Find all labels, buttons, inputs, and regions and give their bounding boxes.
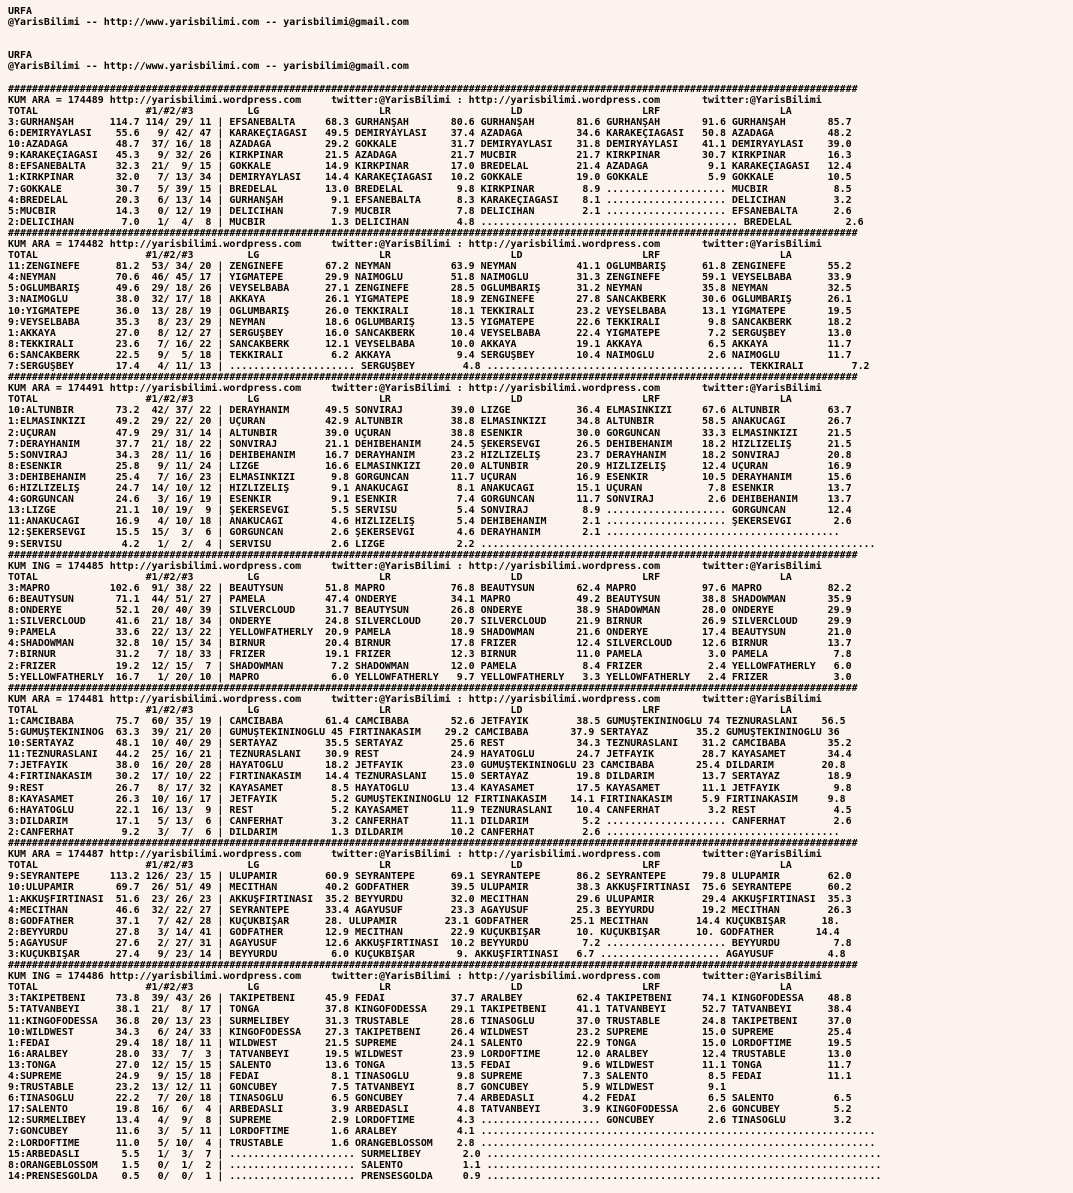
text-line: 6:HAYATOGLU 22.1 16/ 13/ 9 | REST 5.2 KAYASAMET 11.9 TEZNURASLANI 10.4 CANFERHAT 3.2 REST 4.5 (8, 804, 852, 816)
text-line: 4:MECITHAN 46.6 32/ 22/ 27 | SEYRANTEPE 33.4 AGAYUSUF 23.3 AGAYUSUF 25.3 BEYYURDU 19.2 MECITHAN 26.3 (8, 904, 852, 916)
text-line: 3:DILDARIM 17.1 5/ 13/ 6 | CANFERHAT 3.2 CANFERHAT 11.1 DILDARIM 5.2 .................... CANFERHAT 2.6 (8, 815, 852, 827)
text-line: 11:ANAKUCAGI 16.9 4/ 10/ 18 | ANAKUCAGI 4.6 HIZLIZELIŞ 5.4 DEHIBEHANIM 2.1 .................... ŞEKERSEVGI 2.6 (8, 516, 852, 528)
text-line: 7:DERAYHANIM 37.7 21/ 18/ 22 | SONVIRAJ 21.1 DEHIBEHANIM 24.5 ŞEKERSEVGI 26.5 DEHIBEHANIM 18.2 HIZLIZELIŞ 21.5 (8, 438, 852, 450)
text-line: 8:GODFATHER 37.1 7/ 42/ 28 | KUÇUKBIŞAR 28. ULUPAMIR 23.1 GODFATHER 25.1 MECITHAN 14.4 KUÇUKBIŞAR 18. (8, 915, 840, 927)
text-line: 5:GUMUŞTEKININOG 63.3 39/ 21/ 20 | GUMUŞTEKININOGLU 45 FIRTINAKASIM 29.2 CAMCIBABA 37.9 SERTAYAZ 35.2 GUMUŞTEKININOGLU 36 (8, 727, 840, 739)
text-line: @YarisBilimi -- http://www.yarisbilimi.com -- yarisbilimi@gmail.com (8, 61, 409, 73)
text-line: 2:CANFERHAT 9.2 3/ 7/ 6 | DILDARIM 1.3 DILDARIM 10.2 CANFERHAT 2.6 ....................................... (8, 826, 840, 838)
text-line: 12:ŞEKERSEVGI 15.5 15/ 3/ 6 | GORGUNCAN 2.6 ŞEKERSEVGI 4.6 DERAYHANIM 2.1 ....................................... (8, 527, 840, 539)
text-line: 2:UÇURAN 47.9 29/ 31/ 14 | ALTUNBIR 39.0 UÇURAN 38.8 ESENKIR 30.0 GORGUNCAN 33.3 ELMASINKIZI 21.5 (8, 427, 852, 439)
text-line: 6:HIZLIZELIŞ 24.7 14/ 10/ 12 | HIZLIZELIŞ 9.1 ANAKUCAGI 8.1 ANAKUCAGI 15.1 UÇURAN 7.8 ESENKIR 13.7 (8, 483, 852, 495)
text-line: 17:SALENTO 19.8 16/ 6/ 4 | ARBEDASLI 3.9 ARBEDASLI 4.8 TATVANBEYI 3.9 KINGOFODESSA 2.6 GONCUBEY 5.2 (8, 1104, 852, 1116)
text-line: 4:NEYMAN 70.6 46/ 45/ 17 | YIGMATEPE 29.9 NAIMOGLU 51.8 NAIMOGLU 31.3 ZENGINEFE 59.1 VEYSELBABA 33.9 (8, 272, 852, 284)
text-line: 7:SERGUŞBEY 17.4 4/ 11/ 13 | ..................... SERGUŞBEY 4.8 ........................................... TEKKIRALI 7.2 (8, 361, 870, 372)
text-line: 3:TAKIPETBENI 73.8 39/ 43/ 26 | TAKIPETBENI 45.9 FEDAI 37.7 ARALBEY 62.4 TAKIPETBENI 74.1 KINGOFODESSA 48.8 (8, 993, 852, 1005)
text-line: 10:ALTUNBIR 73.2 42/ 37/ 22 | DERAYHANIM 49.5 SONVIRAJ 39.0 LIZGE 36.4 ELMASINKIZI 67.6 ALTUNBIR 63.7 (8, 405, 852, 417)
text-line: KUM ARA = 174481 http://yarisbilimi.wordpress.com twitter:@YarisBilimi : http://yarisbilimi.wordpress.com twitter:@YarisBilimi (8, 693, 822, 705)
text-line: 8:KAYASAMET 26.3 10/ 16/ 17 | JETFAYIK 5.2 GUMUŞTEKININOGLU 12 FIRTINAKASIM 14.1 FIRTINAKASIM 5.9 FIRTINAKASIM 9.8 (8, 793, 846, 805)
text-line: 9:KARAKEÇIAGASI 45.3 9/ 32/ 26 | KIRKPINAR 21.5 AZADAGA 21.7 MUCBIR 21.7 KIRKPINAR 30.7 KIRKPINAR 16.3 (8, 150, 852, 162)
text-line: 1:AKKUŞFIRTINASI 51.6 23/ 26/ 23 | AKKUŞFIRTINASI 35.2 BEYYURDU 32.0 MECITHAN 29.6 ULUPAMIR 29.4 AKKUŞFIRTINASI 35.3 (8, 893, 852, 905)
text-line: 8:EFSANEBALTA 32.3 21/ 9/ 15 | GOKKALE 14.9 KIRKPINAR 17.0 BREDELAL 21.4 AZADAGA 9.1 KARAKEÇIAGASI 12.4 (8, 161, 852, 173)
text-line: 15:ARBEDASLI 5.5 1/ 3/ 7 | ..................... SURMELIBEY 2.0 .................................................................. (8, 1148, 882, 1160)
text-line: ############################################################################################################################################## (8, 372, 858, 384)
text-line: KUM ING = 174485 http://yarisbilimi.wordpress.com twitter:@YarisBilimi : http://yarisbilimi.wordpress.com twitter:@YarisBilimi (8, 560, 822, 572)
text-line: 10:YIGMATEPE 36.0 13/ 28/ 19 | OGLUMBARIŞ 26.0 TEKKIRALI 18.1 TEKKIRALI 23.2 VEYSELBABA 13.1 YIGMATEPE 19.5 (8, 305, 852, 317)
text-line: @YarisBilimi -- http://www.yarisbilimi.com -- yarisbilimi@gmail.com (8, 17, 409, 29)
text-line: ############################################################################################################################################## (8, 682, 858, 694)
text-line: TOTAL #1/#2/#3 LG LR LD LRF LA (8, 860, 792, 872)
text-line: 2:FRIZER 19.2 12/ 15/ 7 | SHADOWMAN 7.2 SHADOWMAN 12.0 PAMELA 8.4 FRIZER 2.4 YELLOWFATHERLY 6.0 (8, 660, 852, 672)
text-line: 5:TATVANBEYI 38.1 21/ 8/ 17 | TONGA 37.8 KINGOFODESSA 29.1 TAKIPETBENI 41.1 TATVANBEYI 52.7 TATVANBEYI 38.4 (8, 1004, 852, 1016)
text-line: 4:SUPREME 24.9 9/ 15/ 18 | FEDAI 8.1 TINASOGLU 9.8 SUPREME 7.3 SALENTO 8.5 FEDAI 11.1 (8, 1071, 852, 1082)
text-line: 6:BEAUTYSUN 71.1 44/ 51/ 27 | PAMELA 47.4 ONDERYE 34.1 MAPRO 49.2 BEAUTYSUN 38.8 SHADOWMAN 35.9 (8, 593, 852, 605)
text-line: 10:SERTAYAZ 48.1 10/ 40/ 29 | SERTAYAZ 35.5 SERTAYAZ 25.6 REST 34.3 TEZNURASLANI 31.2 CAMCIBABA 35.2 (8, 738, 852, 750)
text-line: 1:AKKAYA 27.0 8/ 12/ 27 | SERGUŞBEY 16.0 SANCAKBERK 10.4 VEYSELBABA 22.4 YIGMATEPE 7.2 SERGUŞBEY 13.0 (8, 327, 852, 339)
text-line: 4:GORGUNCAN 24.6 3/ 16/ 19 | ESENKIR 9.1 ESENKIR 7.4 GORGUNCAN 11.7 SONVIRAJ 2.6 DEHIBEHANIM 13.7 (8, 494, 852, 506)
text-line: 5:YELLOWFATHERLY 16.7 1/ 20/ 10 | MAPRO 6.0 YELLOWFATHERLY 9.7 YELLOWFATHERLY 3.3 YELLOWFATHERLY 2.4 FRIZER 3.0 (8, 671, 852, 683)
text-line: 7:BIRNUR 31.2 7/ 18/ 33 | FRIZER 19.1 FRIZER 12.3 BIRNUR 11.0 PAMELA 3.0 PAMELA 7.8 (8, 649, 852, 661)
text-line: 1:CAMCIBABA 75.7 60/ 35/ 19 | CAMCIBABA 61.4 CAMCIBABA 52.6 JETFAYIK 38.5 GUMUŞTEKININOGLU 74 TEZNURASLANI 56.5 (8, 716, 846, 727)
text-line: TOTAL #1/#2/#3 LG LR LD LRF LA (8, 571, 792, 583)
text-line: 3:NAIMOGLU 38.0 32/ 17/ 18 | AKKAYA 26.1 YIGMATEPE 18.9 ZENGINEFE 27.8 SANCAKBERK 30.6 OGLUMBARIŞ 26.1 (8, 294, 852, 306)
text-line: 3:DEHIBEHANIM 25.4 7/ 16/ 23 | ELMASINKIZI 9.8 GORGUNCAN 11.7 UÇURAN 16.9 ESENKIR 10.5 DERAYHANIM 15.6 (8, 471, 852, 483)
text-line: 3:MAPRO 102.6 91/ 38/ 22 | BEAUTYSUN 51.8 MAPRO 76.8 BEAUTYSUN 62.4 MAPRO 97.6 MAPRO 82.2 (8, 582, 852, 594)
text-line: 9:TRUSTABLE 23.2 13/ 12/ 11 | GONCUBEY 7.5 TATVANBEYI 8.7 GONCUBEY 5.9 WILDWEST 9.1 (8, 1082, 726, 1094)
text-line: TOTAL #1/#2/#3 LG LR LD LRF LA (8, 704, 792, 716)
text-line: 11:KINGOFODESSA 36.8 20/ 13/ 23 | SURMELIBEY 31.3 TRUSTABLE 28.6 TINASOGLU 37.0 TRUSTABLE 24.8 TAKIPETBENI 37.0 (8, 1015, 852, 1027)
text-line: 9:SEYRANTEPE 113.2 126/ 23/ 15 | ULUPAMIR 60.9 SEYRANTEPE 69.1 SEYRANTEPE 86.2 SEYRANTEPE 79.8 ULUPAMIR 62.0 (8, 871, 852, 883)
text-line: TOTAL #1/#2/#3 LG LR LD LRF LA (8, 250, 792, 262)
text-line: 13:TONGA 27.0 12/ 15/ 15 | SALENTO 13.6 TONGA 13.5 FEDAI 9.6 WILDWEST 11.1 TONGA 11.7 (8, 1059, 852, 1071)
text-line: 9:SERVISU 4.2 1/ 2/ 4 | SERVISU 2.6 LIZGE 2.2 .................................................................. (8, 538, 876, 550)
text-line: 7:JETFAYIK 38.0 16/ 20/ 28 | HAYATOGLU 18.2 JETFAYIK 23.0 GUMUŞTEKININOGLU 23 CAMCIBABA 25.4 DILDARIM 20.8 (8, 760, 846, 772)
text-line: 3:GURHANŞAH 114.7 114/ 29/ 11 | EFSANEBALTA 68.3 GURHANŞAH 80.6 GURHANŞAH 81.6 GURHANŞAH 91.6 GURHANŞAH 85.7 (8, 116, 852, 128)
text-line: 4:BREDELAL 20.3 6/ 13/ 14 | GURHANŞAH 9.1 EFSANEBALTA 8.3 KARAKEÇIAGASI 8.1 .................... DELICIHAN 3.2 (8, 194, 852, 206)
text-line: ############################################################################################################################################## (8, 838, 858, 850)
text-line: URFA (8, 6, 32, 17)
text-line: 1:ELMASINKIZI 49.2 29/ 22/ 20 | UÇURAN 42.9 ALTUNBIR 38.8 ELMASINKIZI 34.8 ALTUNBIR 58.5 ANAKUCAGI 26.7 (8, 416, 852, 428)
text-line: 5:SONVIRAJ 34.3 28/ 11/ 16 | DEHIBEHANIM 16.7 DERAYHANIM 23.2 HIZLIZELIŞ 23.7 DERAYHANIM 18.2 SONVIRAJ 20.8 (8, 449, 852, 461)
text-line: 6:TINASOGLU 22.2 7/ 20/ 18 | TINASOGLU 6.5 GONCUBEY 7.4 ARBEDASLI 4.2 FEDAI 6.5 SALENTO 6.5 (8, 1093, 852, 1105)
text-line: TOTAL #1/#2/#3 LG LR LD LRF LA (8, 394, 792, 406)
text-line: TOTAL #1/#2/#3 LG LR LD LRF LA (8, 105, 792, 117)
text-line: KUM ARA = 174487 http://yarisbilimi.wordpress.com twitter:@YarisBilimi : http://yarisbilimi.wordpress.com twitter:@YarisBilimi (8, 849, 822, 861)
text-line: 9:PAMELA 33.6 22/ 13/ 22 | YELLOWFATHERLY 20.9 PAMELA 18.9 SHADOWMAN 21.6 ONDERYE 17.4 BEAUTYSUN 21.0 (8, 627, 852, 639)
text-line: 5:OGLUMBARIŞ 49.6 29/ 18/ 26 | VEYSELBABA 27.1 ZENGINEFE 28.5 OGLUMBARIŞ 31.2 NEYMAN 35.8 NEYMAN 32.5 (8, 283, 852, 295)
text-line: 3:KUÇUKBIŞAR 27.4 9/ 23/ 14 | BEYYURDU 6.0 KUÇUKBIŞAR 9. AKKUŞFIRTINASI 6.7 .................... AGAYUSUF 4.8 (8, 948, 846, 960)
text-line: ############################################################################################################################################## (8, 960, 858, 972)
text-line: 4:FIRTINAKASIM 30.2 17/ 10/ 22 | FIRTINAKASIM 14.4 TEZNURASLANI 15.0 SERTAYAZ 19.8 DILDARIM 13.7 SERTAYAZ 18.9 (8, 771, 852, 783)
text-line: 8:ONDERYE 52.1 20/ 40/ 39 | SILVERCLOUD 31.7 BEAUTYSUN 26.8 ONDERYE 38.9 SHADOWMAN 28.0 ONDERYE 29.9 (8, 605, 852, 617)
text-line: 14:PRENSESGOLDA 0.5 0/ 0/ 1 | ..................... PRENSESGOLDA 0.9 .................................................................. (8, 1170, 882, 1182)
text-line: 2:LORDOFTIME 11.0 5/ 10/ 4 | TRUSTABLE 1.6 ORANGEBLOSSOM 2.8 .................................................................. (8, 1137, 876, 1149)
text-line: 8:TEKKIRALI 23.6 7/ 16/ 22 | SANCAKBERK 12.1 VEYSELBABA 10.0 AKKAYA 19.1 AKKAYA 6.5 AKKAYA 11.7 (8, 338, 852, 350)
text-line: KUM ARA = 174482 http://yarisbilimi.wordpress.com twitter:@YarisBilimi : http://yarisbilimi.wordpress.com twitter:@YarisBilimi (8, 238, 822, 250)
text-line: 2:DELICIHAN 7.0 1/ 4/ 8 | MUCBIR 1.3 DELICIHAN 4.8 ........................................... BREDELAL 2.6 (8, 216, 864, 228)
text-line: 10:WILDWEST 34.3 6/ 24/ 33 | KINGOFODESSA 27.3 TAKIPETBENI 26.4 WILDWEST 23.2 SUPREME 15.0 SUPREME 25.4 (8, 1026, 852, 1038)
text-line: 7:GONCUBEY 11.6 3/ 5/ 11 | LORDOFTIME 1.6 ARALBEY 4.1 .................................................................. (8, 1126, 876, 1138)
text-line (8, 28, 1073, 39)
text-line: URFA (8, 50, 32, 62)
text-line: 1:SILVERCLOUD 41.6 21/ 18/ 34 | ONDERYE 24.8 SILVERCLOUD 20.7 SILVERCLOUD 21.9 BIRNUR 26.9 SILVERCLOUD 29.9 (8, 616, 852, 628)
text-line: 8:ESENKIR 25.8 9/ 11/ 24 | LIZGE 16.6 ELMASINKIZI 20.0 ALTUNBIR 20.9 HIZLIZELIŞ 12.4 UÇURAN 16.9 (8, 460, 852, 472)
text-line: ############################################################################################################################################## (8, 83, 858, 95)
text-line: 9:REST 26.7 8/ 17/ 32 | KAYASAMET 8.5 HAYATOGLU 13.4 KAYASAMET 17.5 KAYASAMET 11.1 JETFAYIK 9.8 (8, 782, 852, 794)
text-line: 1:KIRKPINAR 32.0 7/ 13/ 34 | DEMIRYAYLASI 14.4 KARAKEÇIAGASI 10.2 GOKKALE 19.0 GOKKALE 5.9 GOKKALE 10.5 (8, 172, 852, 184)
text-line: 6:SANCAKBERK 22.5 9/ 5/ 18 | TEKKIRALI 6.2 AKKAYA 9.4 SERGUŞBEY 10.4 NAIMOGLU 2.6 NAIMOGLU 11.7 (8, 349, 852, 361)
text-line (8, 73, 1073, 84)
text-line: 5:AGAYUSUF 27.6 2/ 27/ 31 | AGAYUSUF 12.6 AKKUŞFIRTINASI 10.2 BEYYURDU 7.2 .................... BEYYURDU 7.8 (8, 937, 852, 949)
text-line: ############################################################################################################################################## (8, 549, 858, 561)
text-line: 11:ZENGINEFE 81.2 53/ 34/ 20 | ZENGINEFE 67.2 NEYMAN 63.9 NEYMAN 41.1 OGLUMBARIŞ 61.8 ZENGINEFE 55.2 (8, 261, 852, 273)
text-line: 9:VEYSELBABA 35.3 8/ 23/ 29 | NEYMAN 18.6 OGLUMBARIŞ 13.5 YIGMATEPE 22.6 TEKKIRALI 9.8 SANCAKBERK 18.2 (8, 316, 852, 328)
text-line: 12:SURMELIBEY 13.4 4/ 9/ 8 | SUPREME 2.9 LORDOFTIME 4.3 .................... GONCUBEY 2.6 TINASOGLU 3.2 (8, 1115, 852, 1127)
text-line: 4:SHADOWMAN 32.8 10/ 15/ 34 | BIRNUR 20.4 BIRNUR 17.8 FRIZER 12.4 SILVERCLOUD 12.6 BIRNUR 13.7 (8, 638, 852, 650)
text-line: 7:GOKKALE 30.7 5/ 39/ 15 | BREDELAL 13.0 BREDELAL 9.8 KIRKPINAR 8.9 .................... MUCBIR 8.5 (8, 183, 852, 195)
text-line: 11:TEZNURASLANI 44.2 25/ 16/ 21 | TEZNURASLANI 30.9 REST 24.9 HAYATOGLU 24.7 JETFAYIK 28.7 KAYASAMET 34.4 (8, 749, 852, 761)
text-line: 1:FEDAI 29.4 18/ 18/ 11 | WILDWEST 21.5 SUPREME 24.1 SALENTO 22.9 TONGA 15.0 LORDOFTIME 19.5 (8, 1037, 852, 1049)
text-line: KUM ARA = 174491 http://yarisbilimi.wordpress.com twitter:@YarisBilimi : http://yarisbilimi.wordpress.com twitter:@YarisBilimi (8, 383, 822, 395)
text-line: ############################################################################################################################################## (8, 227, 858, 239)
text-line: TOTAL #1/#2/#3 LG LR LD LRF LA (8, 982, 792, 994)
text-line: 16:ARALBEY 28.0 33/ 7/ 3 | TATVANBEYI 19.5 WILDWEST 23.9 LORDOFTIME 12.0 ARALBEY 12.4 TRUSTABLE 13.0 (8, 1048, 852, 1060)
text-line: 6:DEMIRYAYLASI 55.6 9/ 42/ 47 | KARAKEÇIAGASI 49.5 DEMIRYAYLASI 37.4 AZADAGA 34.6 KARAKEÇIAGASI 50.8 AZADAGA 48.2 (8, 128, 852, 140)
text-line: 5:MUCBIR 14.3 0/ 12/ 19 | DELICIHAN 7.9 MUCBIR 7.8 DELICIHAN 2.1 .................... EFSANEBALTA 2.6 (8, 205, 852, 217)
text-line: 2:BEYYURDU 27.8 3/ 14/ 41 | GODFATHER 12.9 MECITHAN 22.9 KUÇUKBIŞAR 10. KUÇUKBIŞAR 10. GODFATHER 14.4 (8, 926, 840, 938)
text-line: 10:ULUPAMIR 69.7 26/ 51/ 49 | MECITHAN 40.2 GODFATHER 39.5 ULUPAMIR 38.3 AKKUŞFIRTINASI 75.6 SEYRANTEPE 60.2 (8, 882, 852, 894)
text-line: 8:ORANGEBLOSSOM 1.5 0/ 1/ 2 | ..................... SALENTO 1.1 .................................................................. (8, 1159, 882, 1171)
text-line: KUM ARA = 174489 http://yarisbilimi.wordpress.com twitter:@YarisBilimi : http://yarisbilimi.wordpress.com twitter:@YarisBilimi (8, 94, 822, 106)
text-line: 10:AZADAGA 48.7 37/ 16/ 18 | AZADAGA 29.2 GOKKALE 31.7 DEMIRYAYLASI 31.8 DEMIRYAYLASI 41.1 DEMIRYAYLASI 39.0 (8, 139, 852, 151)
text-line: 13:LIZGE 21.1 10/ 19/ 9 | ŞEKERSEVGI 5.5 SERVISU 5.4 SONVIRAJ 8.9 .................... GORGUNCAN 12.4 (8, 505, 852, 517)
text-line: KUM ING = 174486 http://yarisbilimi.wordpress.com twitter:@YarisBilimi : http://yarisbilimi.wordpress.com twitter:@YarisBilimi (8, 971, 822, 983)
text-line (8, 39, 1073, 50)
